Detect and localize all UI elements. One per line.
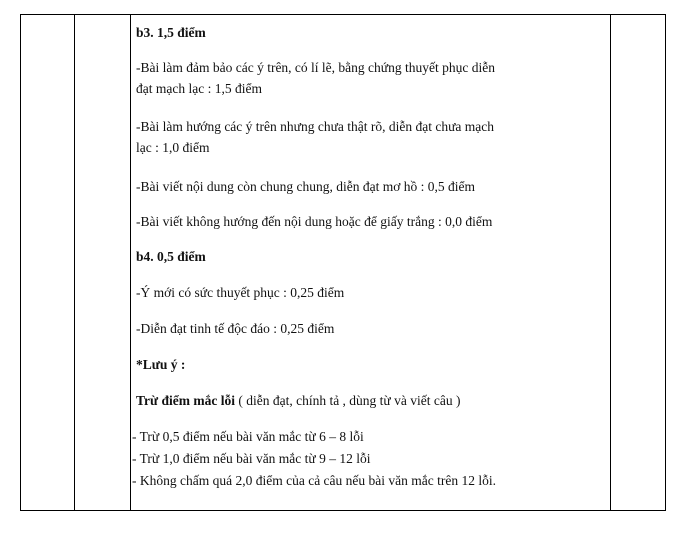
b4-criterion-2: -Diễn đạt tinh tế độc đáo : 0,25 điểm bbox=[136, 321, 335, 336]
table-border-top bbox=[20, 14, 666, 15]
b3-criterion-2b: lạc : 1,0 điểm bbox=[136, 140, 210, 155]
deduction-detail: ( diễn đạt, chính tả , dùng từ và viết câu ) bbox=[234, 393, 461, 408]
table-divider-1 bbox=[74, 14, 75, 511]
b4-criterion-1: -Ý mới có sức thuyết phục : 0,25 điểm bbox=[136, 285, 345, 300]
deduction-heading bbox=[136, 392, 460, 410]
b3-criterion-2a: -Bài làm hướng các ý trên nhưng chưa thật rõ, diễn đạt chưa mạch bbox=[136, 119, 495, 134]
b3-criterion-1a: -Bài làm đảm bảo các ý trên, có lí lẽ, bằng chứng thuyết phục diễn bbox=[136, 60, 495, 75]
table-divider-2 bbox=[130, 14, 131, 511]
table-border-bottom bbox=[20, 510, 666, 511]
b4-heading: b4. 0,5 điểm bbox=[136, 249, 206, 264]
table-border-right bbox=[665, 14, 666, 511]
deduction-rule-1: - Trừ 0,5 điểm nếu bài văn mắc từ 6 – 8 lỗi bbox=[132, 429, 364, 444]
deduction-label: Trừ điểm mắc lỗi bbox=[136, 393, 235, 408]
table-border-left bbox=[20, 14, 21, 511]
b3-criterion-4: -Bài viết không hướng đến nội dung hoặc để giấy trắng : 0,0 điểm bbox=[136, 214, 493, 229]
b3-criterion-1b: đạt mạch lạc : 1,5 điểm bbox=[136, 81, 262, 96]
b3-heading: b3. 1,5 điểm bbox=[136, 25, 206, 40]
deduction-rule-2: - Trừ 1,0 điểm nếu bài văn mắc từ 9 – 12 lỗi bbox=[132, 451, 371, 466]
note-heading: *Lưu ý : bbox=[136, 357, 186, 372]
table-divider-3 bbox=[610, 14, 611, 511]
b3-criterion-3: -Bài viết nội dung còn chung chung, diễn đạt mơ hồ : 0,5 điểm bbox=[136, 179, 475, 194]
deduction-rule-3: - Không chấm quá 2,0 điểm của cả câu nếu bài văn mắc trên 12 lỗi. bbox=[132, 473, 496, 488]
